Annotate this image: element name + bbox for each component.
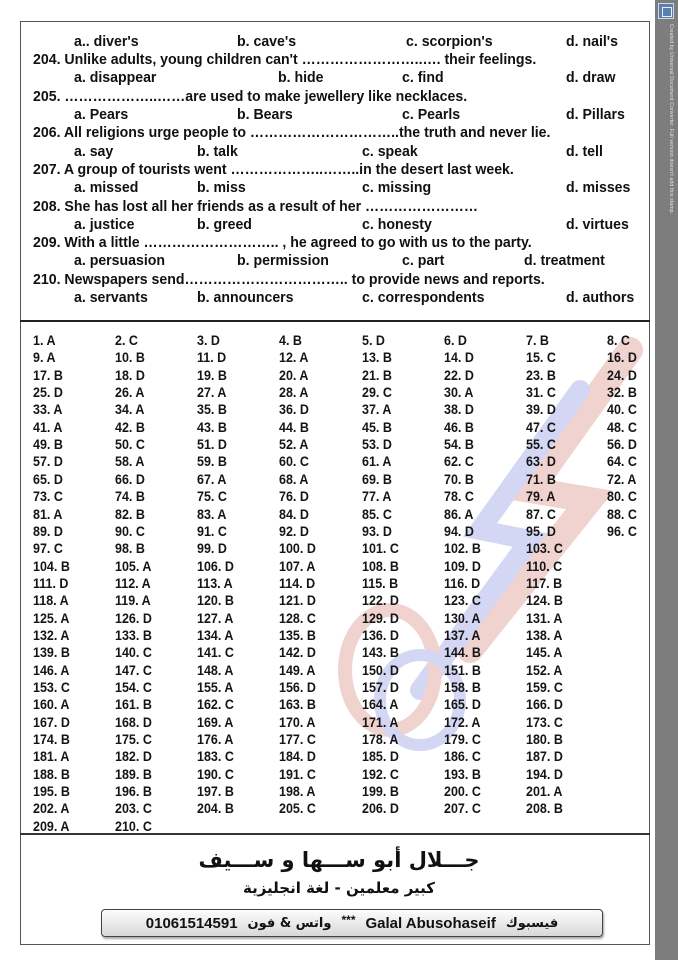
answer-item: 4. B bbox=[279, 333, 302, 348]
option-c: c. correspondents bbox=[362, 289, 485, 306]
option-a: a. disappear bbox=[74, 69, 157, 86]
answer-item: 27. A bbox=[197, 385, 227, 401]
answer-item: 103. C bbox=[526, 541, 563, 557]
answer-item: 48. C bbox=[607, 419, 637, 435]
answer-item: 49. B bbox=[33, 437, 63, 453]
answer-item: 205. C bbox=[279, 801, 316, 817]
option-b: b. announcers bbox=[197, 289, 294, 306]
answer-item: 206. D bbox=[362, 801, 399, 817]
answer-item: 56. D bbox=[607, 437, 637, 453]
answer-item: 97. C bbox=[33, 541, 63, 557]
answer-item: 190. C bbox=[197, 766, 234, 782]
option-c: c. honesty bbox=[362, 216, 432, 233]
option-a: a.. diver's bbox=[74, 33, 139, 50]
answer-item: 102. B bbox=[444, 541, 481, 557]
answer-item: 187. D bbox=[526, 749, 563, 765]
answer-item: 191. C bbox=[279, 766, 316, 782]
answer-item: 59. B bbox=[197, 454, 227, 470]
answer-item: 84. D bbox=[279, 506, 309, 522]
answer-item: 1. A bbox=[33, 333, 56, 348]
answer-item: 179. C bbox=[444, 732, 481, 748]
answer-item: 85. C bbox=[362, 506, 392, 522]
answer-item: 197. B bbox=[197, 784, 234, 800]
option-d: d. misses bbox=[566, 179, 631, 196]
answer-item: 35. B bbox=[197, 402, 227, 418]
answer-item: 42. B bbox=[115, 419, 145, 435]
answer-item: 150. D bbox=[362, 662, 399, 678]
option-d: d. treatment bbox=[524, 252, 605, 269]
author-title: كبير معلمين - لغة انجليزية bbox=[242, 879, 436, 897]
answer-item: 138. A bbox=[526, 627, 563, 643]
answer-item: 153. C bbox=[33, 680, 70, 695]
answer-item: 199. B bbox=[362, 784, 399, 800]
answer-item: 147. C bbox=[115, 662, 152, 678]
answer-item: 13. B bbox=[362, 350, 392, 366]
answer-item: 81. A bbox=[33, 506, 63, 522]
answer-item: 14. D bbox=[444, 350, 474, 366]
answer-item: 169. A bbox=[197, 714, 234, 730]
answer-item: 178. A bbox=[362, 732, 399, 748]
answer-item: 184. D bbox=[279, 749, 316, 765]
answer-item: 39. D bbox=[526, 402, 556, 418]
answer-item: 45. B bbox=[362, 419, 392, 435]
answer-item: 156. D bbox=[279, 680, 316, 695]
answer-item: 52. A bbox=[279, 437, 309, 453]
answer-item: 172. A bbox=[444, 714, 481, 730]
answer-item: 78. C bbox=[444, 489, 474, 505]
option-c: c. part bbox=[402, 252, 445, 269]
answer-item: 44. B bbox=[279, 419, 309, 435]
answer-item: 203. C bbox=[115, 801, 152, 817]
answer-item: 200. C bbox=[444, 784, 481, 800]
answer-item: 17. B bbox=[33, 367, 63, 383]
answer-item: 154. C bbox=[115, 680, 152, 695]
answer-item: 41. A bbox=[33, 419, 63, 435]
answer-item: 26. A bbox=[115, 385, 145, 401]
answer-item: 202. A bbox=[33, 801, 70, 817]
question-208: 208. She has lost all her friends as a result of her …………………… bbox=[33, 198, 479, 215]
answer-item: 123. C bbox=[444, 593, 481, 609]
answer-item: 63. D bbox=[526, 454, 556, 470]
option-c: c. scorpion's bbox=[406, 33, 493, 50]
option-a: a. persuasion bbox=[74, 252, 166, 269]
answer-item: 180. B bbox=[526, 732, 563, 748]
contact-bar bbox=[101, 909, 603, 937]
answer-item: 137. A bbox=[444, 627, 481, 643]
answer-item: 139. B bbox=[33, 645, 70, 661]
answer-item: 151. B bbox=[444, 662, 481, 678]
answer-item: 181. A bbox=[33, 749, 70, 765]
answer-item: 194. D bbox=[526, 766, 563, 782]
answer-item: 204. B bbox=[197, 801, 234, 817]
option-d: d. virtues bbox=[566, 216, 629, 233]
answer-item: 140. C bbox=[115, 645, 152, 661]
answer-item: 177. C bbox=[279, 732, 316, 748]
answer-item: 116. D bbox=[444, 575, 481, 591]
answer-item: 145. A bbox=[526, 645, 563, 661]
answer-item: 130. A bbox=[444, 610, 481, 626]
answer-item: 152. A bbox=[526, 662, 563, 678]
question-209: 209. With a little ……………………….. , he agreed to go with us to the party. bbox=[33, 234, 532, 251]
converter-sidebar bbox=[655, 0, 678, 960]
answer-item: 167. D bbox=[33, 714, 70, 730]
answer-item: 43. B bbox=[197, 419, 227, 435]
answer-item: 170. A bbox=[279, 714, 316, 730]
answer-item: 60. C bbox=[279, 454, 309, 470]
answer-item: 113. A bbox=[197, 575, 233, 591]
answer-item: 144. B bbox=[444, 645, 481, 661]
answer-item: 12. A bbox=[279, 350, 309, 366]
answer-item: 107. A bbox=[279, 558, 316, 574]
answer-item: 31. C bbox=[526, 385, 556, 401]
answer-item: 209. A bbox=[33, 818, 70, 834]
answer-item: 6. D bbox=[444, 333, 467, 348]
answer-item: 163. B bbox=[279, 697, 316, 713]
question-210: 210. Newspapers send…………………………….. to provide news and reports. bbox=[33, 271, 545, 288]
answer-item: 155. A bbox=[197, 680, 234, 695]
answer-item: 119. A bbox=[115, 593, 151, 609]
answer-item: 162. C bbox=[197, 697, 234, 713]
answer-item: 126. D bbox=[115, 610, 152, 626]
option-b: b. Bears bbox=[237, 106, 293, 123]
answer-item: 38. D bbox=[444, 402, 474, 418]
answer-item: 175. C bbox=[115, 732, 152, 748]
option-d: d. tell bbox=[566, 143, 603, 160]
answer-item: 9. A bbox=[33, 350, 56, 366]
answer-item: 32. B bbox=[607, 385, 637, 401]
answer-item: 131. A bbox=[526, 610, 563, 626]
answer-item: 112. A bbox=[115, 575, 151, 591]
facebook-label: فيسبوك bbox=[505, 915, 559, 931]
answer-item: 28. A bbox=[279, 385, 309, 401]
answer-item: 24. D bbox=[607, 367, 637, 383]
answer-item: 166. D bbox=[526, 697, 563, 713]
answer-item: 161. B bbox=[115, 697, 152, 713]
option-c: c. Pearls bbox=[402, 106, 461, 123]
answer-item: 135. B bbox=[279, 627, 316, 643]
answer-item: 94. D bbox=[444, 523, 474, 539]
answer-item: 120. B bbox=[197, 593, 234, 609]
answer-item: 70. B bbox=[444, 471, 474, 487]
option-a: a. justice bbox=[74, 216, 135, 233]
option-c: c. speak bbox=[362, 143, 418, 160]
answer-item: 117. B bbox=[526, 575, 563, 591]
answer-item: 33. A bbox=[33, 402, 63, 418]
answer-item: 5. D bbox=[362, 333, 385, 348]
answer-item: 67. A bbox=[197, 471, 227, 487]
answer-item: 37. A bbox=[362, 402, 392, 418]
answer-item: 114. D bbox=[279, 575, 316, 591]
answer-item: 75. C bbox=[197, 489, 227, 505]
answer-item: 108. B bbox=[362, 558, 399, 574]
answer-item: 51. D bbox=[197, 437, 227, 453]
answer-item: 142. D bbox=[279, 645, 316, 661]
option-b: b. talk bbox=[197, 143, 238, 160]
answer-item: 79. A bbox=[526, 489, 556, 505]
option-a: a. servants bbox=[74, 289, 148, 306]
option-d: d. draw bbox=[566, 69, 616, 86]
answer-item: 196. B bbox=[115, 784, 152, 800]
question-204: 204. Unlike adults, young children can't ……………………..…. their feelings. bbox=[33, 51, 537, 68]
answer-item: 18. D bbox=[115, 367, 145, 383]
answer-item: 88. C bbox=[607, 506, 637, 522]
app-logo-icon bbox=[658, 3, 674, 19]
answer-item: 129. D bbox=[362, 610, 399, 626]
option-d: d. Pillars bbox=[566, 106, 625, 123]
answer-item: 69. B bbox=[362, 471, 392, 487]
answer-item: 186. C bbox=[444, 749, 481, 765]
option-a: a. say bbox=[74, 143, 114, 160]
option-d: d. authors bbox=[566, 289, 635, 306]
answer-item: 10. B bbox=[115, 350, 145, 366]
answer-item: 192. C bbox=[362, 766, 399, 782]
answer-item: 29. C bbox=[362, 385, 392, 401]
option-a: a. missed bbox=[74, 179, 139, 196]
answer-item: 55. C bbox=[526, 437, 556, 453]
answer-item: 109. D bbox=[444, 558, 481, 574]
option-c: c. find bbox=[402, 69, 444, 86]
answer-item: 50. C bbox=[115, 437, 145, 453]
separator: *** bbox=[341, 913, 356, 927]
answer-item: 164. A bbox=[362, 697, 399, 713]
answer-item: 82. B bbox=[115, 506, 145, 522]
answer-item: 106. D bbox=[197, 558, 234, 574]
question-206: 206. All religions urge people to …………………………..the truth and never lie. bbox=[33, 124, 551, 141]
answer-item: 2. C bbox=[115, 333, 138, 348]
answer-item: 100. D bbox=[279, 541, 316, 557]
answer-item: 7. B bbox=[526, 333, 549, 348]
option-c: c. missing bbox=[362, 179, 432, 196]
option-b: b. cave's bbox=[237, 33, 297, 50]
answer-item: 53. D bbox=[362, 437, 392, 453]
answer-item: 54. B bbox=[444, 437, 474, 453]
answer-item: 23. B bbox=[526, 367, 556, 383]
answer-item: 133. B bbox=[115, 627, 152, 643]
answer-item: 125. A bbox=[33, 610, 70, 626]
answer-item: 58. A bbox=[115, 454, 145, 470]
answer-item: 174. B bbox=[33, 732, 70, 748]
answer-item: 182. D bbox=[115, 749, 152, 765]
answer-item: 143. B bbox=[362, 645, 399, 661]
answer-item: 72. A bbox=[607, 471, 637, 487]
answer-item: 65. D bbox=[33, 471, 63, 487]
answer-item: 34. A bbox=[115, 402, 145, 418]
author-name: جـــلال أبو ســـها و ســـيف bbox=[198, 848, 480, 872]
answer-item: 62. C bbox=[444, 454, 474, 470]
answer-item: 22. D bbox=[444, 367, 474, 383]
option-a: a. Pears bbox=[74, 106, 129, 123]
answer-item: 185. D bbox=[362, 749, 399, 765]
answer-item: 141. C bbox=[197, 645, 234, 661]
answer-item: 92. D bbox=[279, 523, 309, 539]
answer-item: 124. B bbox=[526, 593, 563, 609]
answer-item: 208. B bbox=[526, 801, 563, 817]
answer-item: 11. D bbox=[197, 350, 227, 366]
answer-item: 136. D bbox=[362, 627, 399, 643]
answer-item: 165. D bbox=[444, 697, 481, 713]
answer-item: 98. B bbox=[115, 541, 145, 557]
answer-item: 146. A bbox=[33, 662, 70, 678]
answer-item: 64. C bbox=[607, 454, 637, 470]
answer-item: 127. A bbox=[197, 610, 234, 626]
phone-number: 01061514591 bbox=[145, 914, 238, 932]
answer-item: 73. C bbox=[33, 489, 63, 505]
option-b: b. greed bbox=[197, 216, 252, 233]
answer-item: 83. A bbox=[197, 506, 227, 522]
answer-item: 77. A bbox=[362, 489, 392, 505]
section-divider bbox=[20, 320, 650, 322]
answer-item: 3. D bbox=[197, 333, 220, 348]
answer-item: 189. B bbox=[115, 766, 152, 782]
answer-item: 74. B bbox=[115, 489, 145, 505]
answer-item: 36. D bbox=[279, 402, 309, 418]
answer-item: 168. D bbox=[115, 714, 152, 730]
answer-item: 105. A bbox=[115, 558, 152, 574]
answer-item: 157. D bbox=[362, 680, 399, 695]
answer-item: 76. D bbox=[279, 489, 309, 505]
facebook-name: Galal Abusohaseif bbox=[365, 914, 496, 932]
answer-item: 195. B bbox=[33, 784, 70, 800]
answer-item: 20. A bbox=[279, 367, 309, 383]
option-b: b. miss bbox=[197, 179, 246, 196]
answer-item: 46. B bbox=[444, 419, 474, 435]
answer-item: 159. C bbox=[526, 680, 563, 695]
answer-item: 160. A bbox=[33, 697, 70, 713]
sidebar-stamp-text: Created by Universal Document Converter. Full version doesn't add this stamp. bbox=[668, 24, 674, 215]
answer-item: 101. C bbox=[362, 541, 399, 557]
answer-item: 149. A bbox=[279, 662, 316, 678]
answer-item: 111. D bbox=[33, 575, 69, 591]
answer-item: 104. B bbox=[33, 558, 70, 574]
answer-item: 91. C bbox=[197, 523, 227, 539]
answer-item: 68. A bbox=[279, 471, 309, 487]
answer-item: 96. C bbox=[607, 523, 637, 539]
answer-item: 99. D bbox=[197, 541, 227, 557]
answer-item: 118. A bbox=[33, 593, 69, 609]
option-d: d. nail's bbox=[566, 33, 619, 50]
answer-item: 16. D bbox=[607, 350, 637, 366]
answer-item: 95. D bbox=[526, 523, 556, 539]
answer-item: 115. B bbox=[362, 575, 399, 591]
answer-item: 201. A bbox=[526, 784, 563, 800]
answer-item: 207. C bbox=[444, 801, 481, 817]
answer-item: 8. C bbox=[607, 333, 630, 348]
answer-item: 61. A bbox=[362, 454, 392, 470]
answer-item: 30. A bbox=[444, 385, 474, 401]
answer-item: 176. A bbox=[197, 732, 234, 748]
answer-item: 110. C bbox=[526, 558, 563, 574]
answer-item: 25. D bbox=[33, 385, 63, 401]
answer-item: 134. A bbox=[197, 627, 234, 643]
answer-item: 90. C bbox=[115, 523, 145, 539]
answer-item: 132. A bbox=[33, 627, 70, 643]
answer-item: 21. B bbox=[362, 367, 392, 383]
answer-item: 171. A bbox=[362, 714, 399, 730]
answer-item: 210. C bbox=[115, 818, 152, 834]
answer-item: 87. C bbox=[526, 506, 556, 522]
answer-item: 193. B bbox=[444, 766, 481, 782]
answer-item: 89. D bbox=[33, 523, 63, 539]
question-207: 207. A group of tourists went ………………..……..in the desert last week. bbox=[33, 161, 514, 178]
answer-item: 86. A bbox=[444, 506, 474, 522]
phone-label: واتس & فون bbox=[247, 915, 332, 931]
answer-item: 158. B bbox=[444, 680, 481, 695]
answer-item: 40. C bbox=[607, 402, 637, 418]
answer-item: 173. C bbox=[526, 714, 563, 730]
answer-item: 188. B bbox=[33, 766, 70, 782]
answer-item: 121. D bbox=[279, 593, 316, 609]
answer-item: 71. B bbox=[526, 471, 556, 487]
answer-item: 47. C bbox=[526, 419, 556, 435]
answer-item: 57. D bbox=[33, 454, 63, 470]
question-205: 205. ………………..……are used to make jewellery like necklaces. bbox=[33, 88, 468, 105]
answer-item: 198. A bbox=[279, 784, 316, 800]
option-b: b. hide bbox=[278, 69, 324, 86]
answer-item: 93. D bbox=[362, 523, 392, 539]
option-b: b. permission bbox=[237, 252, 329, 269]
answer-item: 183. C bbox=[197, 749, 234, 765]
answer-item: 15. C bbox=[526, 350, 556, 366]
answer-item: 80. C bbox=[607, 489, 637, 505]
answer-item: 66. D bbox=[115, 471, 145, 487]
answer-item: 122. D bbox=[362, 593, 399, 609]
answer-item: 19. B bbox=[197, 367, 227, 383]
answer-item: 128. C bbox=[279, 610, 316, 626]
answer-item: 148. A bbox=[197, 662, 234, 678]
